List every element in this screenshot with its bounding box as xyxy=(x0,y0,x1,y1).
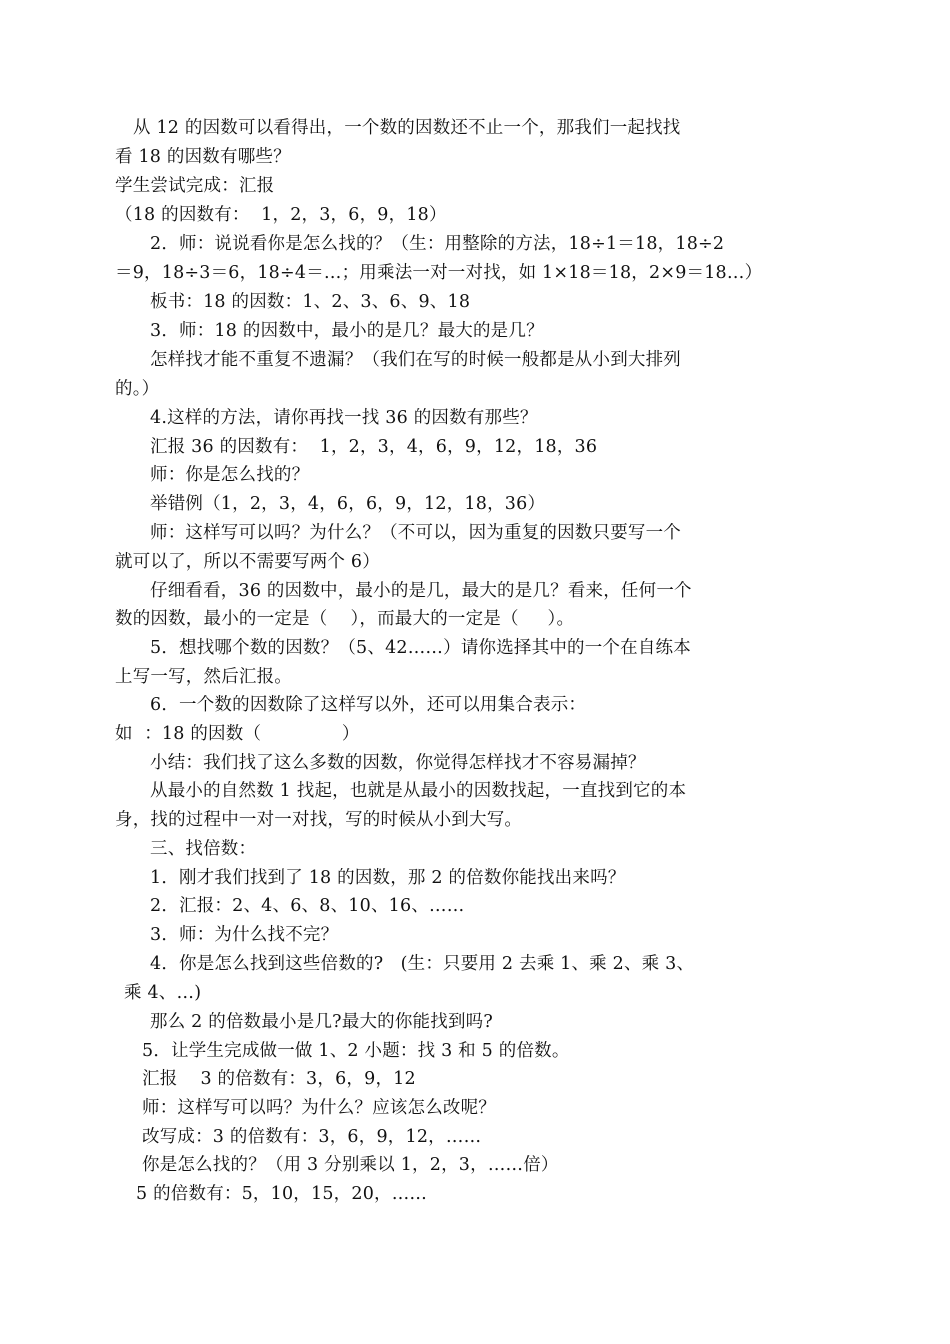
paragraph-line: 4.这样的方法，请你再找一找 36 的因数有那些？ xyxy=(150,408,538,428)
paragraph-line: 1．刚才我们找到了 18 的因数，那 2 的倍数你能找出来吗？ xyxy=(150,868,626,888)
paragraph-line: 乘 4、…) xyxy=(124,983,202,1003)
paragraph-line: 师：这样写可以吗？为什么？（不可以，因为重复的因数只要写一个 xyxy=(150,523,681,543)
paragraph-line: 看 18 的因数有哪些？ xyxy=(115,147,291,167)
paragraph-line: 汇报 36 的因数有： 1，2，3，4，6，9，12，18，36 xyxy=(150,437,598,457)
paragraph-line: 师：这样写可以吗？为什么？应该怎么改呢？ xyxy=(142,1098,496,1118)
paragraph-line: 师：你是怎么找的？ xyxy=(150,465,310,485)
paragraph-line: 2．汇报：2、4、6、8、10、16、…… xyxy=(150,896,465,916)
paragraph-line: 5 的倍数有：5，10，15，20，…… xyxy=(136,1184,428,1204)
paragraph-line: 学生尝试完成：汇报 xyxy=(115,176,275,196)
paragraph-line: 汇报 3 的倍数有：3，6，9，12 xyxy=(142,1069,416,1089)
paragraph-line: 你是怎么找的？（用 3 分别乘以 1，2，3，……倍） xyxy=(142,1155,559,1175)
paragraph-line: （18 的因数有： 1，2，3，6，9，18） xyxy=(115,205,447,225)
paragraph-line: 3．师：为什么找不完？ xyxy=(150,925,339,945)
paragraph-line: 5．想找哪个数的因数？（5、42……）请你选择其中的一个在自练本 xyxy=(150,638,691,658)
paragraph-line: 从最小的自然数 1 找起，也就是从最小的因数找起，一直找到它的本 xyxy=(150,781,687,801)
paragraph-line: 如 ：18 的因数（ ） xyxy=(115,724,360,744)
paragraph-line: 身，找的过程中一对一对找，写的时候从小到大写。 xyxy=(115,810,523,830)
paragraph-line: 板书：18 的因数：1、2、3、6、9、18 xyxy=(150,292,471,312)
paragraph-line: 上写一写，然后汇报。 xyxy=(115,667,292,687)
section-heading: 三、找倍数： xyxy=(150,839,257,859)
paragraph-line: 那么 2 的倍数最小是几?最大的你能找到吗? xyxy=(150,1012,493,1032)
paragraph-line: 就可以了，所以不需要写两个 6） xyxy=(115,552,380,572)
paragraph-line: 4．你是怎么找到这些倍数的? (生：只要用 2 去乘 1、乘 2、乘 3、 xyxy=(150,954,695,974)
paragraph-line: 3．师：18 的因数中，最小的是几？最大的是几？ xyxy=(150,321,544,341)
paragraph-line: 仔细看看，36 的因数中，最小的是几，最大的是几？看来，任何一个 xyxy=(150,581,692,601)
paragraph-line: 5．让学生完成做一做 1、2 小题：找 3 和 5 的倍数。 xyxy=(142,1041,570,1061)
paragraph-line: 的。） xyxy=(115,379,160,399)
paragraph-line: 改写成：3 的倍数有：3，6，9，12，…… xyxy=(142,1127,482,1147)
paragraph-line: 怎样找才能不重复不遗漏？（我们在写的时候一般都是从小到大排列 xyxy=(150,350,681,370)
paragraph-line: 举错例（1，2，3，4，6，6，9，12，18，36） xyxy=(150,494,546,514)
paragraph-line: 数的因数，最小的一定是（ ），而最大的一定是（ ）。 xyxy=(115,609,575,629)
paragraph-line: 6．一个数的因数除了这样写以外，还可以用集合表示： xyxy=(150,695,587,715)
paragraph-line: 2．师：说说看你是怎么找的？（生：用整除的方法，18÷1＝18，18÷2 xyxy=(150,234,725,254)
paragraph-line: 从 12 的因数可以看得出，一个数的因数还不止一个，那我们一起找找 xyxy=(133,118,681,138)
paragraph-line: ＝9，18÷3＝6，18÷4＝…；用乘法一对一对找，如 1×18＝18，2×9＝18…） xyxy=(115,263,763,283)
paragraph-line: 小结：我们找了这么多数的因数，你觉得怎样找才不容易漏掉？ xyxy=(150,753,646,773)
